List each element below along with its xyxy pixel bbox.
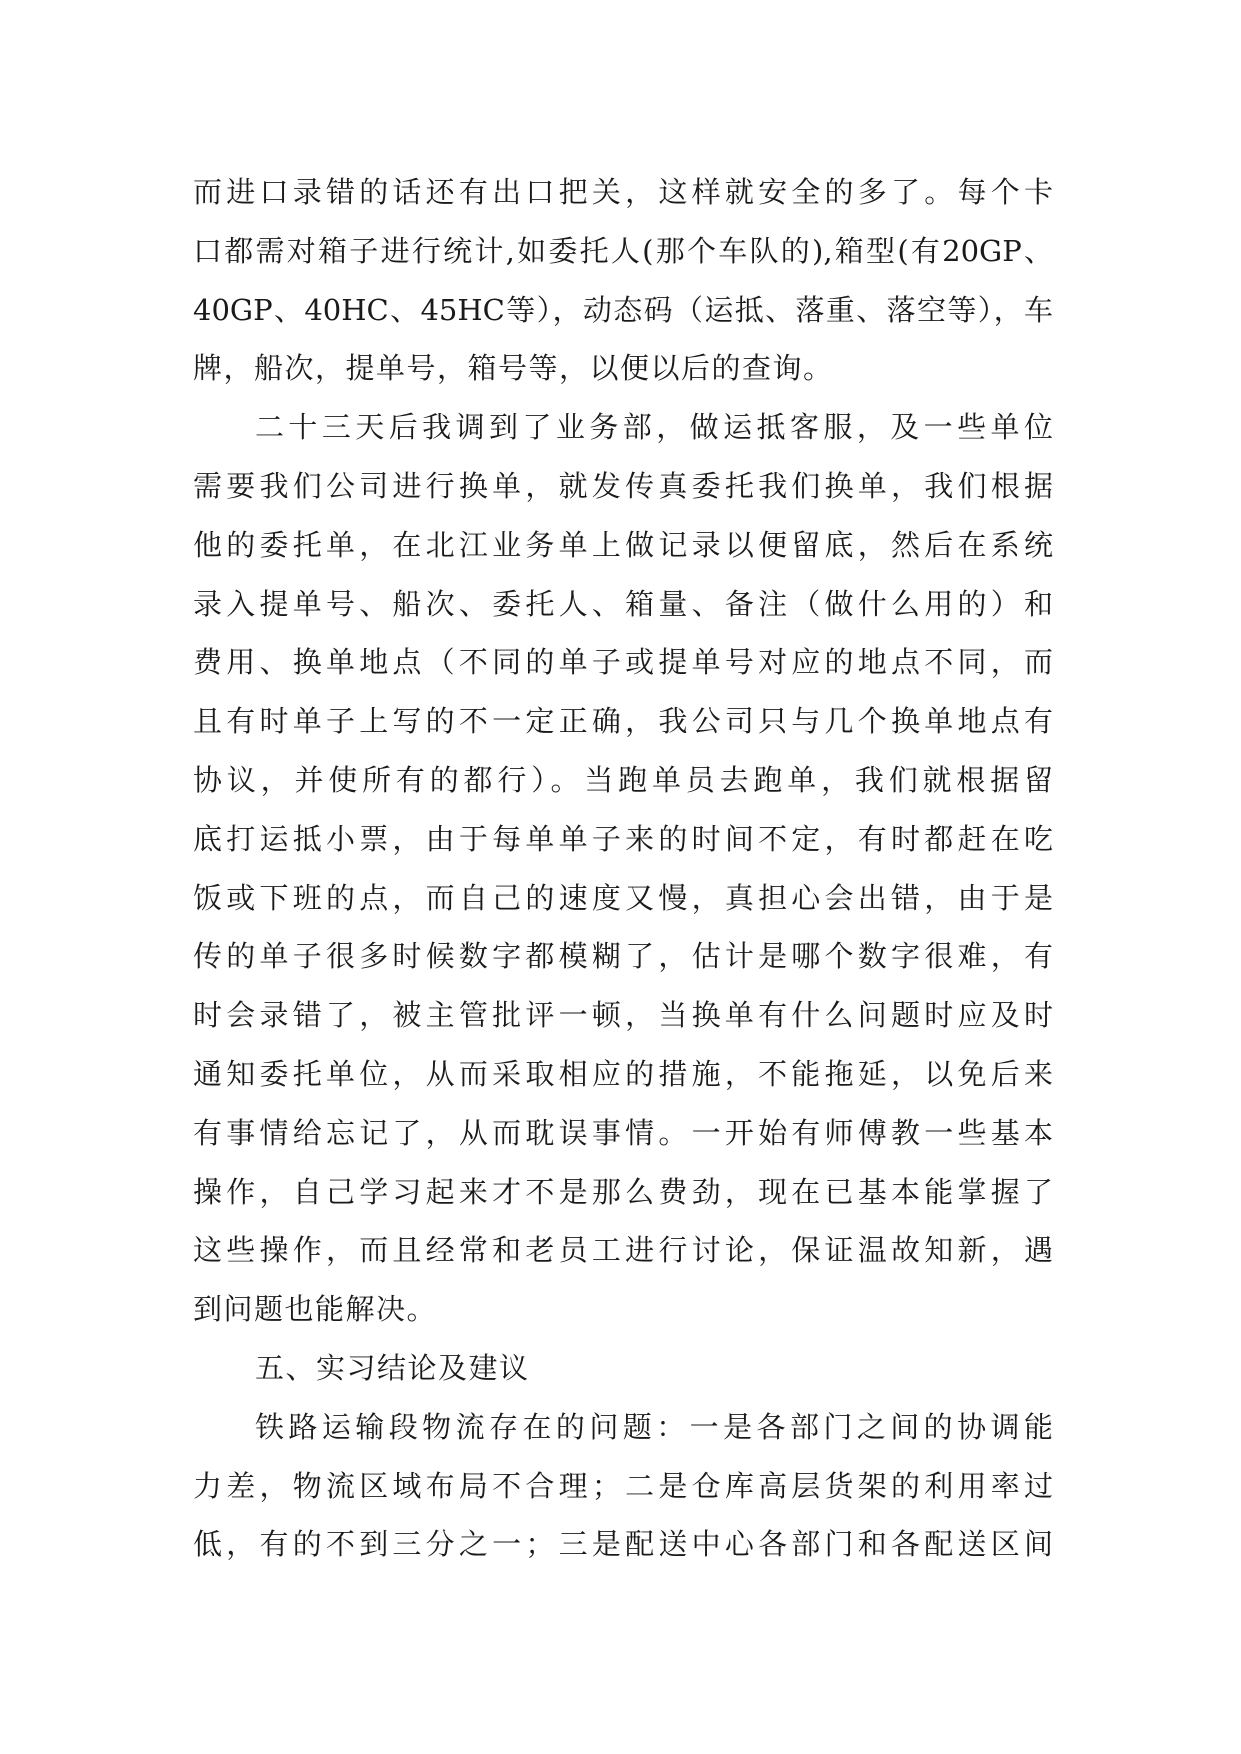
text-line: 他的委托单，在北江业务单上做记录以便留底，然后在系统 (193, 527, 1053, 562)
text-line: 通知委托单位，从而采取相应的措施，不能拖延，以免后来 (193, 1056, 1053, 1091)
text-line: 铁路运输段物流存在的问题：一是各部门之间的协调能 (255, 1409, 1053, 1444)
text-line: 口都需对箱子进行统计,如委托人(那个车队的),箱型(有20GP、 (193, 233, 1053, 268)
text-line: 操作，自己学习起来才不是那么费劲，现在已基本能掌握了 (193, 1174, 1053, 1209)
text-line: 有事情给忘记了，从而耽误事情。一开始有师傅教一些基本 (193, 1115, 1053, 1150)
text-line: 费用、换单地点（不同的单子或提单号对应的地点不同，而 (193, 645, 1053, 680)
text-line: 传的单子很多时候数字都模糊了，估计是哪个数字很难，有 (193, 939, 1053, 974)
text-line: 底打运抵小票，由于每单单子来的时间不定，有时都赶在吃 (193, 821, 1053, 856)
text-line: 协议，并使所有的都行）。当跑单员去跑单，我们就根据留 (193, 762, 1053, 797)
text-line: 到问题也能解决。 (193, 1292, 438, 1327)
text-line: 低，有的不到三分之一；三是配送中心各部门和各配送区间 (193, 1527, 1053, 1562)
text-line: 饭或下班的点，而自己的速度又慢，真担心会出错，由于是 (193, 880, 1053, 915)
body-text (193, 163, 1053, 1574)
text-line: 牌，船次，提单号，箱号等，以便以后的查询。 (193, 351, 834, 386)
text-line: 时会录错了，被主管批评一顿，当换单有什么问题时应及时 (193, 998, 1053, 1033)
section-heading: 五、实习结论及建议 (255, 1350, 530, 1385)
text-line: 40GP、40HC、45HC等），动态码（运抵、落重、落空等），车 (193, 292, 1053, 327)
text-line: 而进口录错的话还有出口把关，这样就安全的多了。每个卡 (193, 175, 1053, 209)
text-line: 二十三天后我调到了业务部，做运抵客服，及一些单位 (255, 410, 1053, 445)
text-line: 且有时单子上写的不一定正确，我公司只与几个换单地点有 (193, 704, 1053, 739)
text-line: 需要我们公司进行换单，就发传真委托我们换单，我们根据 (193, 468, 1053, 503)
text-line: 录入提单号、船次、委托人、箱量、备注（做什么用的）和 (193, 586, 1053, 621)
text-line: 这些操作，而且经常和老员工进行讨论，保证温故知新，遇 (193, 1233, 1053, 1268)
text-line: 力差，物流区域布局不合理；二是仓库高层货架的利用率过 (193, 1468, 1053, 1503)
